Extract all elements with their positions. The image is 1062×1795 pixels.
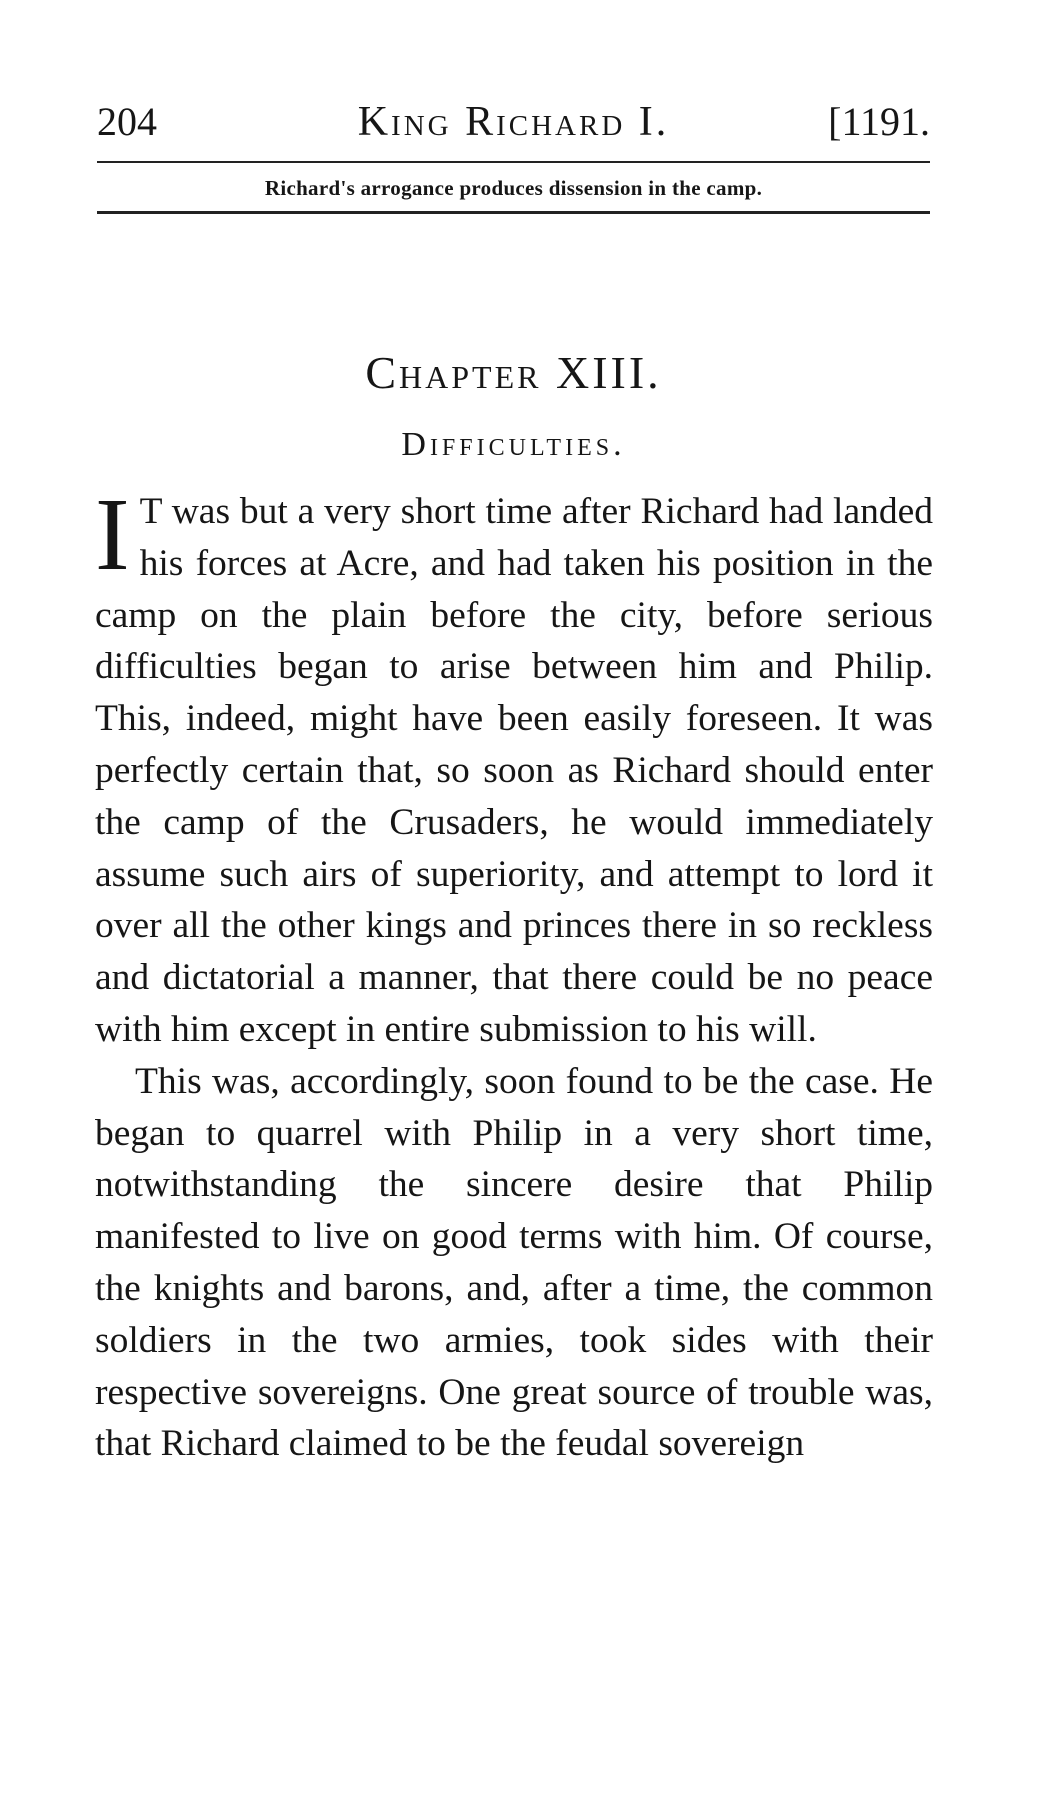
drop-cap: I [95, 477, 130, 592]
page-number: 204 [97, 99, 157, 144]
chapter-subtitle: Difficulties. [401, 426, 626, 463]
body-text [95, 477, 933, 1470]
book-title: King Richard I. [357, 99, 670, 145]
year-marker: [1191. [828, 99, 930, 144]
header-rule-bottom [97, 211, 930, 214]
running-head [97, 92, 930, 152]
page-subheading: Richard's arrogance produces dissension in the camp. [264, 176, 763, 200]
paragraph-1 [95, 477, 933, 1056]
header-rule-top [97, 161, 930, 163]
paragraph-2: This was, accordingly, soon found to be the case. He began to quarrel with Philip in a very short time, notwithstanding the sincere desire that Philip manifested to live on good terms with him. Of course, the knights and barons, and, after a time, the common soldiers in the two armies, took sides with their respective sovereigns. One great source of trouble was, that Richard claimed to be the feudal sovereign [95, 1060, 933, 1465]
chapter-title: Chapter XIII. [365, 347, 662, 398]
paragraph-1-text: T was but a very short time after Richard had landed his forces at Acre, and had taken his position in the camp on the plain before the city, before serious difficulties began to arise between him and Philip. This, indeed, might have been easily foreseen. It was perfectly certain that, so soon as Richard should enter the camp of the Crusaders, he would immediately assume such airs of superiority, and attempt to lord it over all the other kings and princes there in so reckless and dictatorial a manner, that there could be no peace with him except in entire submission to his will. [95, 491, 933, 1050]
